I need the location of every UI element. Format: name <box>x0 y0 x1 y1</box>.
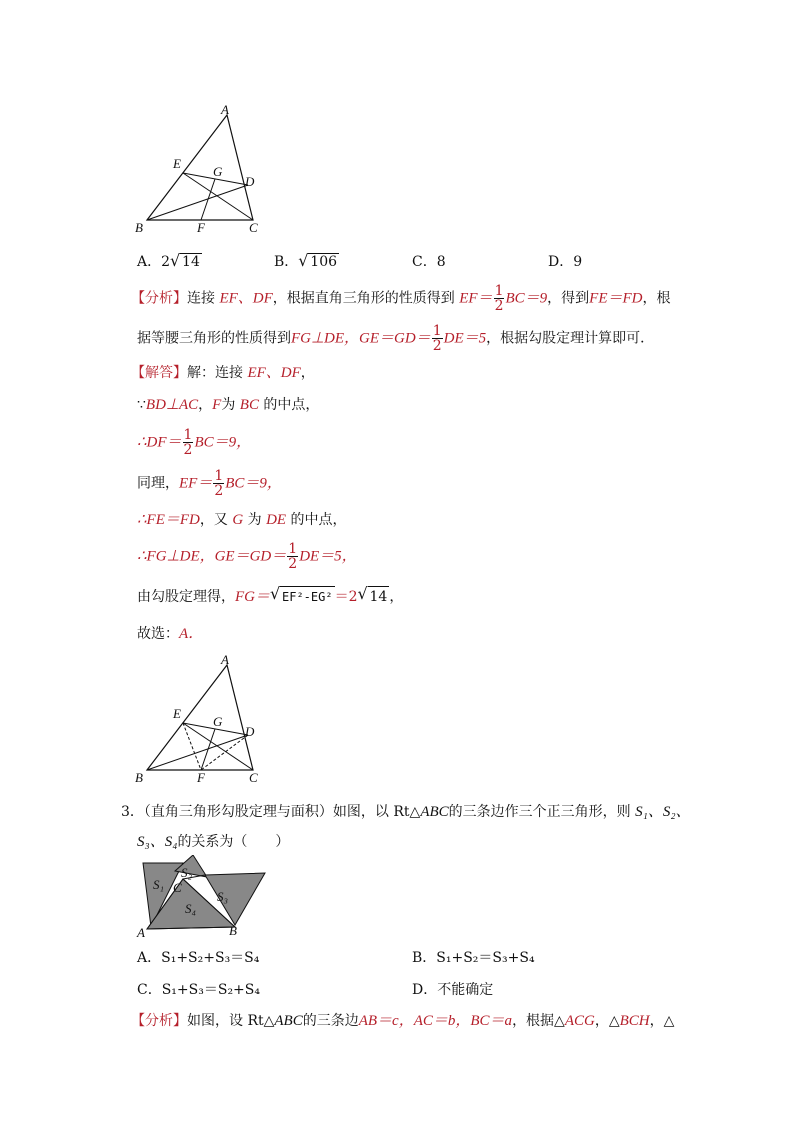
option-c: C．8 <box>412 254 446 270</box>
solution-line-4: 同理，EF＝ $\frac{1}{2}$ BC＝9， <box>137 468 282 499</box>
q3-option-b: B．S₁+S₂＝S₃+S₄ <box>412 950 535 966</box>
label-C: C <box>249 220 258 235</box>
option-b: B． √ 106 <box>274 251 338 270</box>
label-A: A <box>221 652 229 667</box>
analysis-line-1: 【分析】连接 EF、DF，根据直角三角形的性质得到 EF＝ $\frac{1}{2}$ BC＝9，得到FE＝FD，根 <box>131 283 671 314</box>
label-B: B <box>135 770 143 785</box>
label-D: D <box>245 724 255 739</box>
q3-option-a: A．S₁+S₂+S₃＝S₄ <box>137 950 260 966</box>
q3-label-s4: S₄ <box>185 901 197 916</box>
solution-line-5: ∴FE＝FD，又 G 为 DE 的中点， <box>137 512 347 528</box>
label-C: C <box>249 770 258 785</box>
label-D: D <box>245 174 255 189</box>
label-A: A <box>221 102 229 117</box>
solution-line-3: ∴DF＝ $\frac{1}{2}$ BC＝9， <box>137 427 252 458</box>
solution-line-6: ∴FG⊥DE，GE＝GD＝ $\frac{1}{2}$ DE＝5， <box>137 541 357 572</box>
label-F: F <box>197 220 205 235</box>
label-E: E <box>173 706 181 721</box>
label-B: B <box>135 220 143 235</box>
q3-label-a: A <box>137 925 145 940</box>
option-d: D．9 <box>548 254 583 270</box>
q3-label-s3: S₃ <box>217 889 229 904</box>
label-E: E <box>173 156 181 171</box>
analysis-line-2: 据等腰三角形的性质得到FG⊥DE，GE＝GD＝ $\frac{1}{2}$ DE＝5，根据勾股定理计算即可． <box>137 323 655 354</box>
triangle-figure-1 <box>135 100 275 235</box>
label-G: G <box>213 714 223 729</box>
solution-line-7: 由勾股定理得，FG＝ √ EF²-EG² ＝2 √ 14 ， <box>137 584 404 605</box>
q3-analysis: 【分析】如图，设 Rt△ABC的三条边AB＝c，AC＝b，BC＝a，根据△ACG，△BCH，△ <box>131 1013 675 1029</box>
q3-label-s2: S₂ <box>181 865 193 880</box>
q3-figure <box>135 855 275 940</box>
label-F: F <box>197 770 205 785</box>
solution-line-8: 故选：A． <box>137 626 204 642</box>
q3-option-c: C．S₁+S₃＝S₂+S₄ <box>137 982 260 998</box>
option-a: A．2 √ 14 <box>137 251 200 270</box>
solution-line-2: ∵BD⊥AC，F为 BC 的中点， <box>137 397 320 413</box>
q3-label-c: C <box>173 880 182 895</box>
q3-label-b: B <box>229 923 237 938</box>
label-G: G <box>213 164 223 179</box>
triangle-figure-2 <box>135 650 275 785</box>
q3-option-d: D．不能确定 <box>412 982 494 998</box>
q3-line-2: S₃、S₄的关系为（ ） <box>137 834 290 850</box>
q3-line-1: 3．（直角三角形勾股定理与面积）如图，以 Rt△ABC的三条边作三个正三角形，则 S₁、S₂、 <box>121 804 691 820</box>
solution-line-1: 【解答】解：连接 EF、DF， <box>131 365 315 381</box>
q3-label-s1: S₁ <box>153 877 165 892</box>
